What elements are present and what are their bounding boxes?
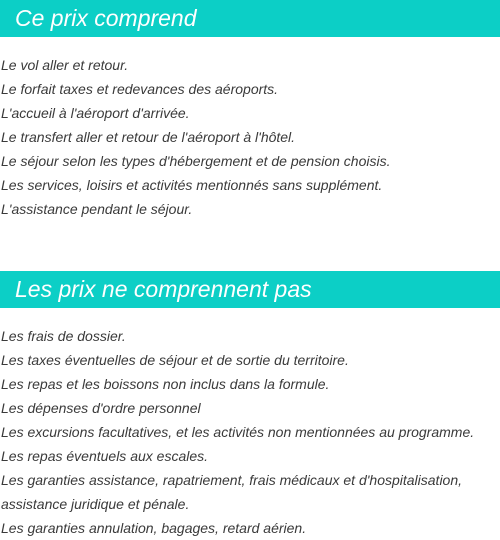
list-item: Les repas et les boissons non inclus dans la formule. [1, 376, 330, 392]
list-item: Le transfert aller et retour de l'aéroport à l'hôtel. [1, 129, 296, 145]
section-header-price-includes [0, 0, 500, 37]
list-item: Les services, loisirs et activités mentionnés sans supplément. [1, 177, 383, 193]
list-item: Les garanties assistance, rapatriement, frais médicaux et d'hospitalisation, [1, 472, 463, 488]
section-header-price-excludes [0, 271, 500, 308]
list-item: L'assistance pendant le séjour. [1, 201, 193, 217]
list-item: Les dépenses d'ordre personnel [1, 400, 201, 416]
list-item: L'accueil à l'aéroport d'arrivée. [1, 105, 190, 121]
price-excludes-list [1, 324, 497, 540]
list-item: Les garanties annulation, bagages, retard aérien. [1, 520, 307, 536]
section-title: Ce prix comprend [15, 5, 197, 31]
list-item: Les frais de dossier. [1, 328, 126, 344]
list-item: Les excursions facultatives, et les activités non mentionnées au programme. [1, 424, 475, 440]
list-item: Les taxes éventuelles de séjour et de sortie du territoire. [1, 352, 349, 368]
list-item: Le forfait taxes et redevances des aéroports. [1, 81, 279, 97]
list-item: assistance juridique et pénale. [1, 496, 190, 512]
list-item: Le séjour selon les types d'hébergement et de pension choisis. [1, 153, 391, 169]
list-item: Le vol aller et retour. [1, 57, 129, 73]
price-includes-list [1, 53, 497, 221]
section-title: Les prix ne comprennent pas [15, 276, 312, 302]
list-item: Les repas éventuels aux escales. [1, 448, 209, 464]
